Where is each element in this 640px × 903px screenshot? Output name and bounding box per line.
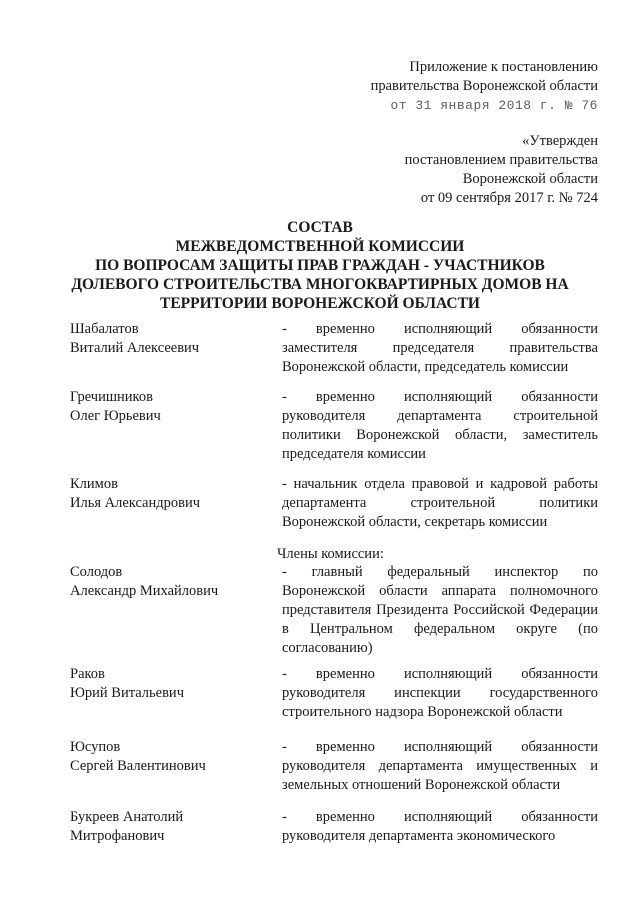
member-given-names: Александр Михайлович	[70, 583, 219, 599]
appendix-line-1: Приложение к постановлению	[409, 59, 598, 75]
approval-line-4: от 09 сентября 2017 г. № 724	[420, 190, 598, 206]
approval-line-2: постановлением правительства	[404, 152, 598, 168]
member-name	[70, 563, 270, 601]
member-role: - временно исполняющий обязанности руководителя инспекции государственного строительного надзора Воронежской области	[282, 666, 598, 720]
member-surname: Юсупов	[70, 739, 121, 755]
members-heading: Члены комиссии:	[277, 546, 384, 562]
member-role: - временно исполняющий обязанности руководителя департамента имущественных и земельных отношений Воронежской области	[282, 739, 598, 793]
member-role: - главный федеральный инспектор по Воронежской области аппарата полномочного представителя Президента Российской Федерации в Центральном федеральном округе (по согласованию)	[282, 564, 598, 656]
member-surname: Солодов	[70, 564, 123, 580]
approval-header	[405, 132, 598, 208]
member-role: - временно исполняющий обязанности руководителя департамента строительной политики Воронежской области, заместитель председателя комиссии	[282, 389, 598, 462]
member-given-names: Митрофанович	[70, 828, 165, 844]
approval-line-3: Воронежской области	[462, 171, 598, 187]
member-given-names: Юрий Витальевич	[70, 685, 184, 701]
appendix-date-stamp: от 31 января 2018 г. № 76	[390, 98, 598, 113]
document-title	[0, 218, 640, 313]
member-role: - начальник отдела правовой и кадровой работы департамента строительной политики Воронежской области, секретарь комиссии	[282, 476, 598, 530]
member-name	[70, 665, 270, 703]
appendix-line-2: правительства Воронежской области	[370, 78, 598, 94]
member-surname: Раков	[70, 666, 105, 682]
member-name	[70, 475, 270, 513]
member-surname: Гречишников	[70, 389, 153, 405]
approval-line-1: «Утвержден	[522, 133, 598, 149]
member-role: - временно исполняющий обязанности заместителя председателя правительства Воронежской области, председатель комиссии	[282, 321, 598, 375]
member-surname: Букреев Анатолий	[70, 809, 184, 825]
member-name	[70, 808, 270, 846]
member-name	[70, 388, 270, 426]
title-line-2: МЕЖВЕДОМСТВЕННОЙ КОМИССИИ	[175, 238, 465, 255]
title-line-4: ДОЛЕВОГО СТРОИТЕЛЬСТВА МНОГОКВАРТИРНЫХ ДОМОВ НА	[71, 276, 569, 293]
member-role: - временно исполняющий обязанности руководителя департамента экономического	[282, 809, 598, 844]
member-given-names: Сергей Валентинович	[70, 758, 206, 774]
member-name	[70, 738, 270, 776]
member-given-names: Виталий Алексеевич	[70, 340, 200, 356]
member-name	[70, 320, 270, 358]
member-surname: Шабалатов	[70, 321, 139, 337]
title-line-3: ПО ВОПРОСАМ ЗАЩИТЫ ПРАВ ГРАЖДАН - УЧАСТНИКОВ	[95, 257, 545, 274]
title-line-5: ТЕРРИТОРИИ ВОРОНЕЖСКОЙ ОБЛАСТИ	[160, 295, 480, 312]
title-line-1: СОСТАВ	[287, 219, 353, 236]
member-given-names: Олег Юрьевич	[70, 408, 161, 424]
member-surname: Климов	[70, 476, 118, 492]
appendix-header	[371, 58, 598, 115]
member-given-names: Илья Александрович	[70, 495, 201, 511]
